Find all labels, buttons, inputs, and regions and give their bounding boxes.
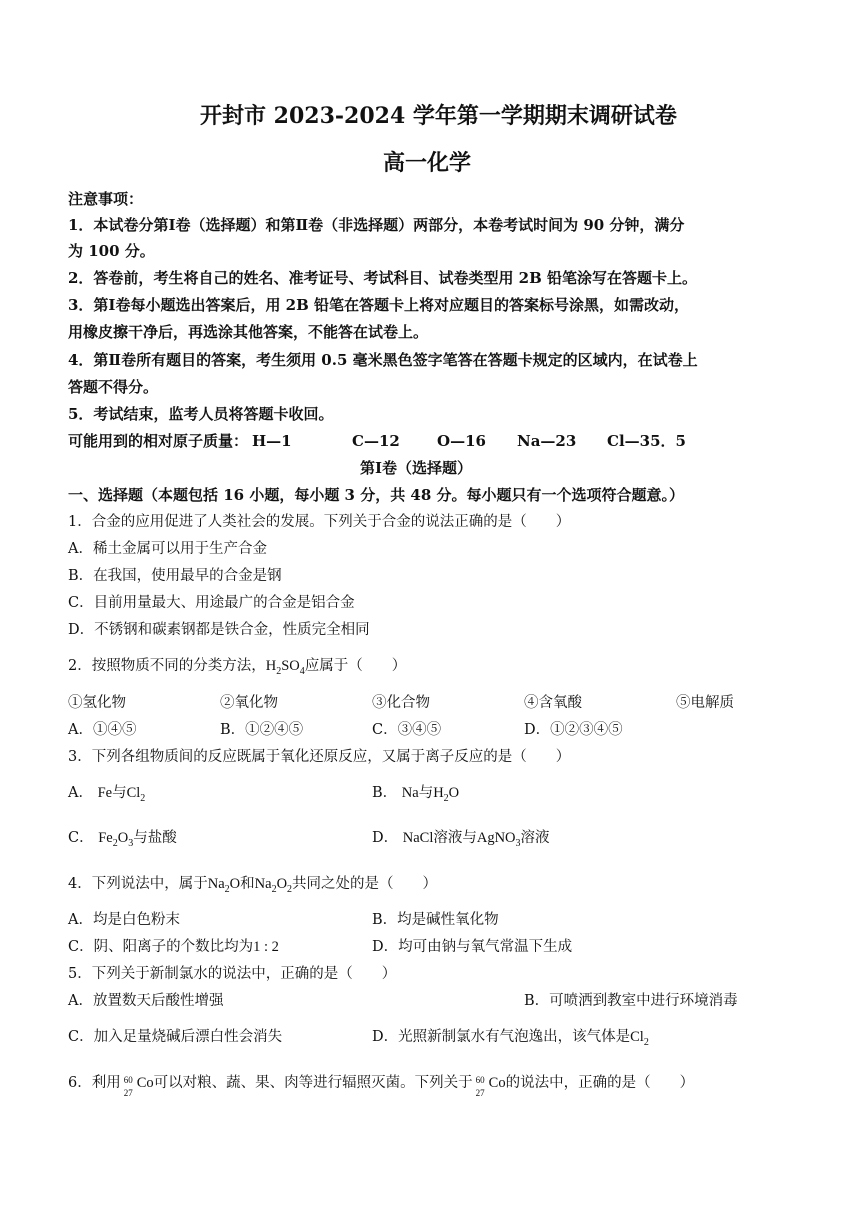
note-4: 4．第Ⅱ卷所有题目的答案，考生须用 0.5 毫米黑色签字笔答在答题卡规定的区域内，在试卷上: [68, 351, 698, 369]
q2-option-a: A．①④⑤: [68, 722, 137, 738]
q1-option-c: C．目前用量最大、用途最广的合金是铝合金: [68, 595, 355, 611]
q2-option-b: B．①②④⑤: [220, 722, 304, 738]
q4-stem-pre: 4．下列说法中，属于: [68, 876, 208, 892]
atomic-mass-c: C—12: [352, 432, 400, 450]
q4-stem: [68, 874, 437, 894]
q6-stem-post: 的说法中，正确的是（ ）: [505, 1075, 695, 1091]
isotope-symbol-2: Co: [488, 1075, 506, 1091]
q5-option-c: C．加入足量烧碱后漂白性会消失: [68, 1029, 283, 1045]
note-3: 3．第Ⅰ卷每小题选出答案后，用 2B 铅笔在答题卡上将对应题目的答案标号涂黑，如需改动，: [68, 296, 690, 314]
q3-option-b: [372, 783, 459, 803]
formula-h2so4: $H_2SO_4$: [265, 658, 305, 677]
q2-option-d: D．①②③④⑤: [524, 722, 623, 738]
atomic-mass-h: H—1: [252, 432, 292, 450]
section-1-title: 第Ⅰ卷（选择题）: [360, 459, 473, 477]
isotope-atomic-number-2: 27: [475, 1088, 485, 1098]
q1-option-b: B．在我国，使用最早的合金是钢: [68, 568, 282, 584]
q5-stem: 5．下列关于新制氯水的说法中，正确的是（ ）: [68, 966, 397, 982]
exam-title: 开封市 2023-2024 学年第一学期期末调研试卷: [200, 103, 677, 129]
notes-heading: 注意事项：: [68, 190, 144, 208]
q3-a-conj: 与: [112, 785, 127, 801]
q4-option-d: D．均可由钠与氧气常温下生成: [372, 939, 573, 955]
q5-option-d: [372, 1027, 649, 1047]
atomic-mass-label: 可能用到的相对原子质量：: [68, 432, 249, 450]
isotope-mass-2: 60: [475, 1075, 485, 1085]
isotope-symbol: Co: [136, 1075, 154, 1091]
q5-d-text: D．光照新制氯水有气泡逸出，该气体是: [372, 1029, 631, 1045]
q2-item-5: ⑤电解质: [676, 695, 734, 711]
formula-na: Na: [401, 785, 419, 801]
q3-option-c: [68, 828, 177, 848]
q2-option-c: C．③④⑤: [372, 722, 442, 738]
q4-c-ratio: 1 : 2: [253, 939, 279, 955]
q4-stem-post: 共同之处的是（ ）: [292, 876, 438, 892]
formula-fe: Fe: [97, 785, 113, 801]
q3-stem: 3．下列各组物质间的反应既属于氧化还原反应，又属于离子反应的是（ ）: [68, 749, 571, 765]
q3-a-label: A．: [68, 785, 93, 801]
atomic-mass-o: O—16: [437, 432, 486, 450]
note-1: 1．本试卷分第Ⅰ卷（选择题）和第Ⅱ卷（非选择题）两部分，本卷考试时间为 90 分钟，满分: [68, 216, 685, 234]
q3-option-a: [68, 783, 145, 803]
q2-stem-pre: 2．按照物质不同的分类方法，: [68, 658, 266, 674]
q3-c-post: 与盐酸: [133, 830, 177, 846]
note-1-cont: 为 100 分。: [68, 242, 155, 260]
isotope-co60-second: [473, 1073, 489, 1098]
formula-h2o: $H_2O$: [433, 785, 460, 804]
note-3-cont: 用橡皮擦干净后，再选涂其他答案，不能答在试卷上。: [68, 323, 429, 341]
isotope-atomic-number: 27: [123, 1088, 133, 1098]
q3-option-d: [372, 828, 550, 848]
formula-fe2o3: $Fe_2O_3$: [98, 830, 134, 849]
q3-d-mid: 溶液与: [433, 830, 477, 846]
q3-d-post: 溶液: [520, 830, 550, 846]
q2-item-4: ④含氧酸: [524, 695, 582, 711]
q2-stem: [68, 656, 406, 676]
q1-option-a: A．稀土金属可以用于生产合金: [68, 541, 267, 557]
formula-cl2-gas: $Cl_2$: [630, 1029, 649, 1048]
isotope-co60: [121, 1073, 137, 1098]
atomic-mass-cl: Cl—35．5: [607, 432, 686, 450]
q3-b-label: B．: [372, 785, 398, 801]
formula-na2o2: $Na_2O_2$: [254, 876, 293, 895]
q4-c-text: C．阴、阳离子的个数比均为: [68, 939, 254, 955]
q2-item-1: ①氢化物: [68, 695, 126, 711]
formula-nacl: NaCl: [402, 830, 434, 846]
atomic-mass-na: Na—23: [517, 432, 577, 450]
q3-d-label: D．: [372, 830, 399, 846]
note-2: 2．答卷前，考生将自己的姓名、准考证号、考试科目、试卷类型用 2B 铅笔涂写在答题卡上。: [68, 269, 698, 287]
q6-stem-pre: 6．利用: [68, 1075, 121, 1091]
q2-stem-post: 应属于（ ）: [304, 658, 407, 674]
q4-option-a: A．均是白色粉末: [68, 912, 180, 928]
q6-stem-mid: 可以对粮、蔬、果、肉等进行辐照灭菌。下列关于: [153, 1075, 473, 1091]
section-1-instruction: 一、选择题（本题包括 16 小题，每小题 3 分，共 48 分。每小题只有一个选项符合题意。）: [68, 486, 685, 504]
q4-stem-mid: 和: [240, 876, 255, 892]
q6-stem: [68, 1073, 695, 1098]
formula-cl2: $Cl_2$: [126, 785, 146, 804]
q4-option-b: B．均是碱性氧化物: [372, 912, 499, 928]
q1-option-d: D．不锈钢和碳素钢都是铁合金，性质完全相同: [68, 622, 370, 638]
note-4-cont: 答题不得分。: [68, 378, 159, 396]
formula-na2o: $Na_2O$: [207, 876, 241, 895]
formula-agno3: AgNO$_3$: [476, 830, 521, 849]
q4-option-c: [68, 937, 279, 957]
q5-option-a: A．放置数天后酸性增强: [68, 993, 224, 1009]
q1-stem: 1．合金的应用促进了人类社会的发展。下列关于合金的说法正确的是（ ）: [68, 514, 571, 530]
isotope-mass: 60: [123, 1075, 133, 1085]
q3-c-label: C．: [68, 830, 94, 846]
q5-option-b: B．可喷洒到教室中进行环境消毒: [524, 993, 738, 1009]
exam-subject: 高一化学: [383, 150, 472, 176]
q2-item-3: ③化合物: [372, 695, 430, 711]
q2-item-2: ②氧化物: [220, 695, 278, 711]
q3-b-conj: 与: [418, 785, 434, 801]
note-5: 5．考试结束，监考人员将答题卡收回。: [68, 405, 334, 423]
